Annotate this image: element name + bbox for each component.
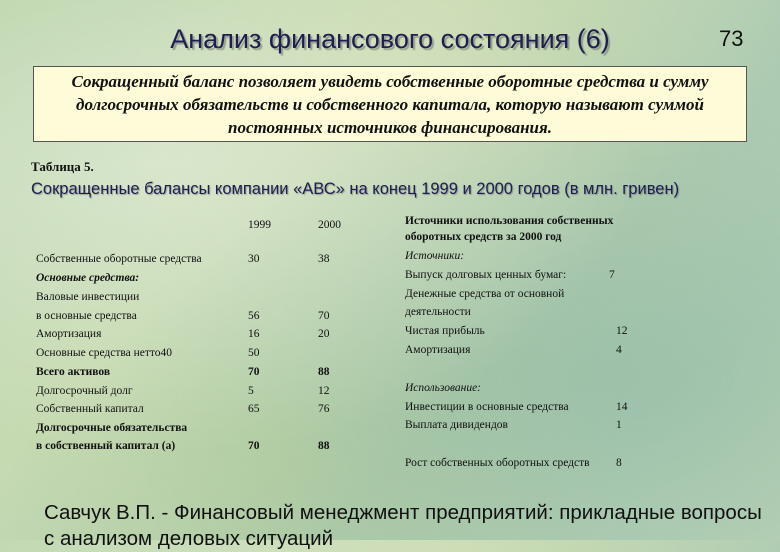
footer-citation: Савчук В.П. - Финансовый менеджмент предприятий: прикладные вопросы с анализом деловых ситуаций [44,501,762,550]
list-item [405,419,622,431]
row-label: Амортизация [36,328,102,340]
sources-title-line1: Источники использования собственных [405,215,614,227]
row-label: в собственный капитал (а) [36,440,176,452]
list-item [405,288,564,300]
result-value: 8 [616,457,622,469]
row-value-2000: 12 [318,385,330,397]
sources-label: Источники: [405,250,465,262]
item-value: 4 [616,344,622,356]
result-label: Рост собственных оборотных средств [405,457,590,469]
header-2000: 2000 [318,219,341,231]
row-value-1999: 5 [248,385,254,397]
item-label: Инвестиции в основные средства [405,401,569,413]
row-value-1999: 70 [248,440,260,452]
summary-text: Сокращенный баланс позволяет увидеть собственные оборотные средства и сумму долгосрочных обязательств и собственного капитала, которую называют суммой постоянных источников финансирования. [71,71,709,137]
summary-box [33,66,747,142]
row-value-2000: 76 [318,403,330,415]
item-label: Выпуск долговых ценных бумаг: [405,269,567,281]
row-value-2000: 20 [318,328,330,340]
row-label: в основные средства [36,310,137,322]
header-1999: 1999 [248,219,271,231]
item-value: 7 [609,269,615,281]
row-value-2000: 70 [318,310,330,322]
row-label: Долгосрочные обязательства [36,422,188,434]
row-value-1999: 30 [248,253,260,265]
item-label: Выплата дивидендов [405,419,508,431]
table-number: Таблица 5. [31,159,94,174]
row-label: Собственный капитал [36,403,144,415]
item-value: 14 [616,401,628,413]
result-row [405,457,622,469]
row-value-2000: 38 [318,253,330,265]
uses-label: Использование: [405,382,482,394]
list-item [405,325,628,337]
item-value: 1 [616,419,622,431]
row-label: Собственные оборотные средства [36,253,202,265]
sources-title-line2: оборотных средств за 2000 год [405,231,562,243]
row-value-1999: 70 [248,366,260,378]
row-value-2000: 88 [318,366,330,378]
list-item [405,306,471,318]
row-value-1999: 65 [248,403,260,415]
item-value: 12 [616,325,628,337]
row-label: Всего активов [36,366,111,378]
row-value-1999: 56 [248,310,260,322]
row-value-2000: 88 [318,440,330,452]
item-label: деятельности [405,306,471,318]
list-item [405,269,615,281]
table-caption: Сокращенные балансы компании «АВС» на конец 1999 и 2000 годов (в млн. гривен) [31,180,680,198]
slide-title: Анализ финансового состояния (6) [170,24,610,54]
row-value-1999: 50 [248,347,260,359]
item-label: Амортизация [405,344,471,356]
item-label: Денежные средства от основной [405,288,565,300]
row-value-1999: 16 [248,328,260,340]
row-label: Основные средства: [36,272,140,284]
page-number: 73 [719,26,744,51]
list-item [405,344,622,356]
item-label: Чистая прибыль [405,325,485,337]
row-label: Основные средства нетто40 [36,347,173,359]
row-label: Валовые инвестиции [36,291,140,303]
list-item [405,401,628,413]
row-label: Долгосрочный долг [36,385,133,397]
